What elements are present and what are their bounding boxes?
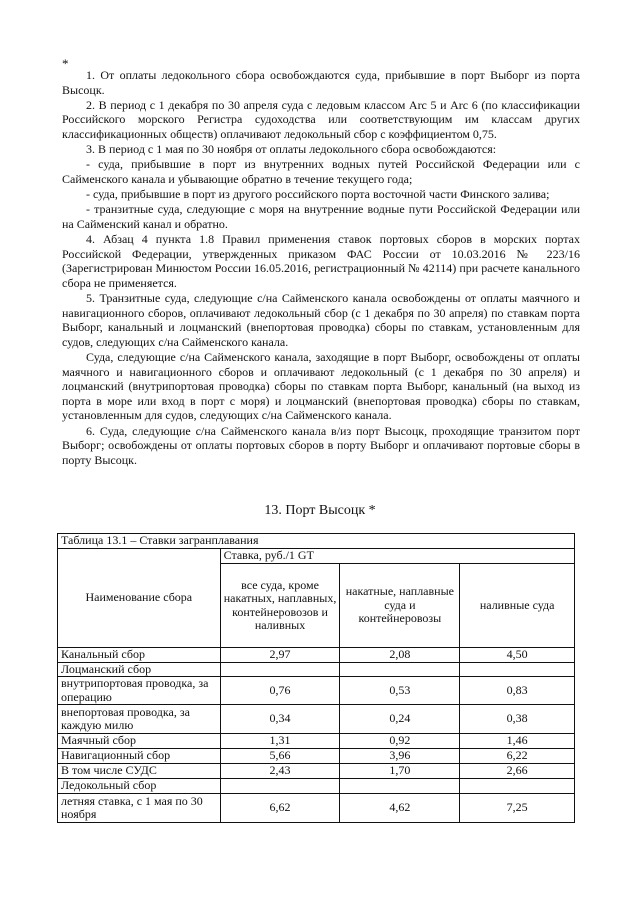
table-caption: Таблица 13.1 – Ставки загранплавания bbox=[58, 534, 575, 549]
rate-cell: 0,83 bbox=[460, 677, 575, 705]
table-row bbox=[58, 734, 575, 749]
rate-cell: 0,76 bbox=[220, 677, 340, 705]
rate-cell: 6,62 bbox=[220, 794, 340, 823]
paragraph-4: 4. Абзац 4 пункта 1.8 Правил применения ставок портовых сборов в морских портах Российской Федерации, утвержденных приказом ФАС России от 10.03.2016 № 223/16 (Зарегистрирован Минюстом России 16.05.2016, регистрационный № 42114) при расчете канального сбора не применяется. bbox=[62, 232, 580, 290]
rate-cell: 1,70 bbox=[340, 764, 460, 779]
table-row bbox=[58, 764, 575, 779]
column-header: накатные, наплавные суда и контейнеровозы bbox=[340, 564, 460, 648]
rate-cell: 2,08 bbox=[340, 648, 460, 663]
fee-name: летняя ставка, с 1 мая по 30 ноября bbox=[58, 794, 221, 823]
table-row bbox=[58, 677, 575, 705]
paragraph-6: 6. Суда, следующие с/на Сайменского канала в/из порт Высоцк, проходящие транзитом порт Выборг; освобождены от оплаты портовых сборов в порту Выборг и оплачивают портовые сборы в порту Высоцк. bbox=[62, 423, 580, 467]
body-text bbox=[62, 68, 580, 468]
fee-name: внепортовая проводка, за каждую милю bbox=[58, 705, 221, 734]
rate-cell: 7,25 bbox=[460, 794, 575, 823]
rate-cell: 6,22 bbox=[460, 749, 575, 764]
rates-table bbox=[57, 533, 575, 823]
rate-cell: 0,92 bbox=[340, 734, 460, 749]
fee-name: Лоцманский сбор bbox=[58, 662, 221, 677]
list-item: - суда, прибывшие в порт из другого российского порта восточной части Финского залива; bbox=[86, 187, 550, 202]
paragraph-2: 2. В период с 1 декабря по 30 апреля суда с ледовым классом Arc 5 и Arc 6 (по классификации Российского морского Регистра судоходства или соответствующим им классам других классификационных обществ) оплачивают ледокольный сбор с коэффициентом 0,75. bbox=[62, 97, 580, 141]
column-header: все суда, кроме накатных, наплавных, контейнеровозов и наливных bbox=[220, 564, 340, 648]
footnote-marker: * bbox=[62, 56, 69, 71]
table-row bbox=[58, 648, 575, 663]
rate-cell: 4,62 bbox=[340, 794, 460, 823]
paragraph-5: 5. Транзитные суда, следующие с/на Сайменского канала освобождены от оплаты маячного и навигационного сборов, оплачивают ледокольный сбор (с 1 декабря по 30 апреля) по ставкам порта Выборг, канальный и лоцманский (внепортовая проводка) сборы по ставкам, установленным для судов, следующих с/на Сайменского канала. bbox=[62, 291, 580, 349]
rate-cell: 0,38 bbox=[460, 705, 575, 734]
rate-cell bbox=[340, 779, 460, 794]
fee-name: Маячный сбор bbox=[58, 734, 221, 749]
rate-cell: 2,66 bbox=[460, 764, 575, 779]
fee-name: внутрипортовая проводка, за операцию bbox=[58, 677, 221, 705]
column-header: наливные суда bbox=[460, 564, 575, 648]
paragraph-3: 3. В период с 1 мая по 30 ноября от оплаты ледокольного сбора освобождаются: bbox=[86, 142, 497, 157]
rate-cell bbox=[340, 662, 460, 677]
rate-cell: 5,66 bbox=[220, 749, 340, 764]
rate-cell: 2,43 bbox=[220, 764, 340, 779]
name-header: Наименование сбора bbox=[58, 549, 221, 648]
rate-cell: 1,31 bbox=[220, 734, 340, 749]
rate-cell: 4,50 bbox=[460, 648, 575, 663]
table-row bbox=[58, 662, 575, 677]
rate-cell: 0,24 bbox=[340, 705, 460, 734]
table-row bbox=[58, 705, 575, 734]
rate-cell bbox=[220, 779, 340, 794]
list-item: - транзитные суда, следующие с моря на внутренние водные пути Российской Федерации или на Сайменский канал и обратно. bbox=[62, 202, 580, 231]
list-item: - суда, прибывшие в порт из внутренних водных путей Российской Федерации или с Сайменского канала и убывающие обратно в течение текущего года; bbox=[62, 157, 580, 186]
rate-cell bbox=[460, 662, 575, 677]
table-row bbox=[58, 749, 575, 764]
rate-cell bbox=[460, 779, 575, 794]
fee-name: Навигационный сбор bbox=[58, 749, 221, 764]
paragraph-5b: Суда, следующие с/на Сайменского канала, заходящие в порт Выборг, освобождены от оплаты маячного и навигационного сборов и оплачивают ледокольный (с 1 декабря по 30 апреля) и лоцманский (внутрипортовая проводка) сборы по ставкам порта Выборг, канальный (на выход из порта в море или вход в порт с моря) и лоцманский (внепортовая проводка) сборы по ставкам, установленным для судов, следующих с/на Сайменского канала. bbox=[62, 350, 580, 423]
rate-cell: 0,53 bbox=[340, 677, 460, 705]
section-title: 13. Порт Высоцк * bbox=[264, 503, 376, 518]
rate-cell: 3,96 bbox=[340, 749, 460, 764]
table-row bbox=[58, 779, 575, 794]
fee-name: Канальный сбор bbox=[58, 648, 221, 663]
rate-cell: 0,34 bbox=[220, 705, 340, 734]
fee-name: В том числе СУДС bbox=[58, 764, 221, 779]
paragraph-1: 1. От оплаты ледокольного сбора освобождаются суда, прибывшие в порт Выборг из порта Высоцк. bbox=[62, 68, 580, 97]
table-row bbox=[58, 794, 575, 823]
rate-cell: 1,46 bbox=[460, 734, 575, 749]
rate-cell bbox=[220, 662, 340, 677]
fee-name: Ледокольный сбор bbox=[58, 779, 221, 794]
rate-header: Ставка, руб./1 GT bbox=[220, 549, 574, 564]
rate-cell: 2,97 bbox=[220, 648, 340, 663]
